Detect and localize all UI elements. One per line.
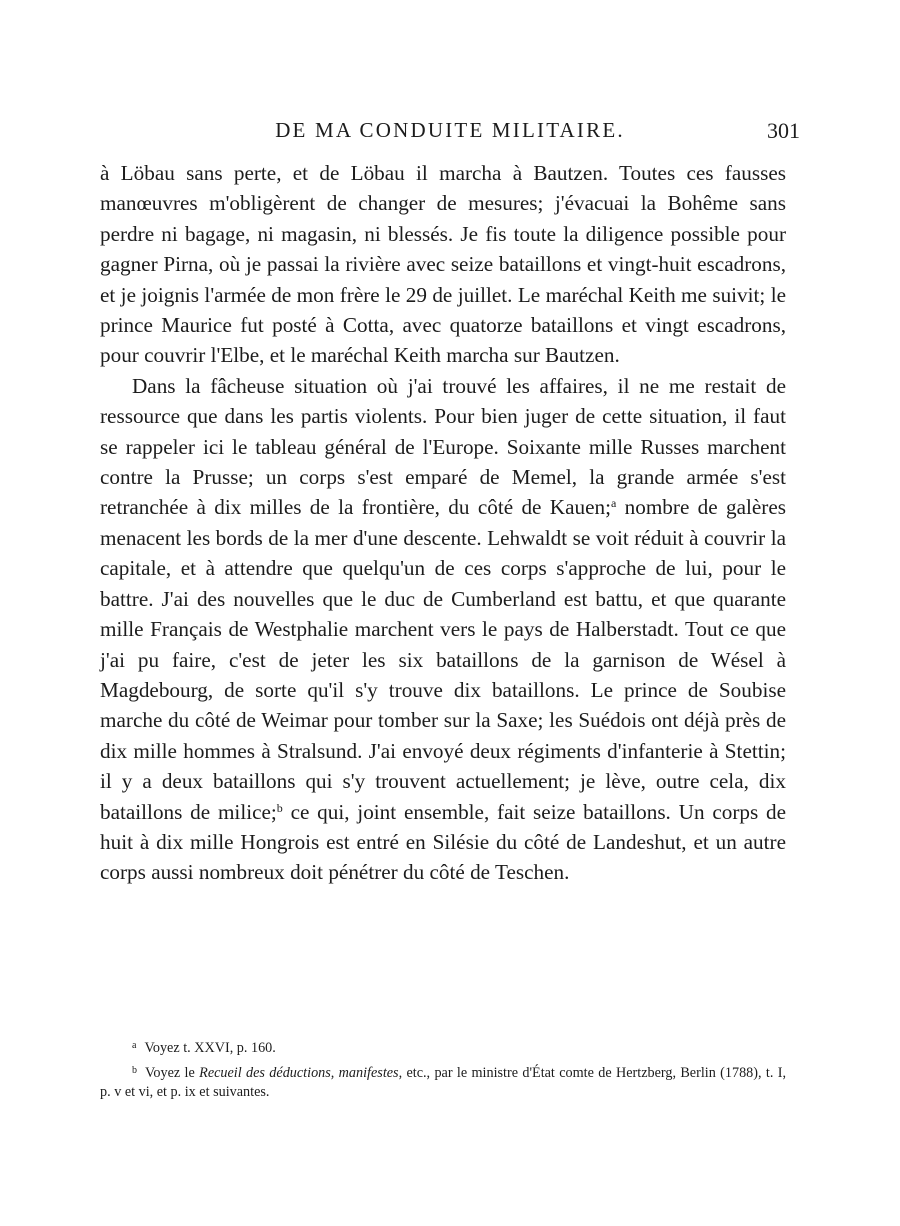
running-head — [0, 116, 900, 146]
paragraph-2-part-1: Dans la fâcheuse situation où j'ai trouvé les affaires, il ne me restait de ressource que dans les partis violents. Pour bien juger de cette situation, il faut se rappeler ici le tableau général de l'Europe. Soixante mille Russes marchent contre la Prusse; un corps s'est emparé de Memel, la grande armée s'est retranchée à dix milles de la frontière, du côté de Kauen; — [100, 373, 786, 520]
footnote-a-mark: a — [132, 1040, 137, 1051]
footnotes — [100, 1036, 786, 1105]
footnote-b-mark: b — [132, 1065, 137, 1076]
footnote-ref-b: b — [276, 800, 283, 815]
footnote-ref-a: a — [610, 496, 617, 511]
footnote-b-text-before: Voyez le — [145, 1065, 200, 1081]
footnote-a — [100, 1036, 786, 1058]
running-title: DE MA CONDUITE MILITAIRE. — [275, 118, 625, 142]
paragraph-2-part-3: ce qui, joint ensemble, fait seize bataillons. Un corps de huit à dix mille Hongrois est entré en Silésie du côté de Landeshut, et un autre corps aussi nombreux doit pénétrer du côté de Teschen. — [100, 799, 786, 885]
footnote-a-text: Voyez t. XXVI, p. 160. — [144, 1040, 276, 1056]
paragraph-2-part-2: nombre de galères menacent les bords de la mer d'une descente. Lehwaldt se voit réduit à couvrir la capitale, et à attendre que quelqu'un de ces corps s'approche de lui, pour le battre. J'ai des nouvelles que le duc de Cumberland est battu, et que quarante mille Français de Westphalie marchent vers le pays de Halberstadt. Tout ce que j'ai pu faire, c'est de jeter les six bataillons de la garnison de Wésel à Magdebourg, de sorte qu'il s'y trouve dix bataillons. Le prince de Soubise marche du côté de Weimar pour tomber sur la Saxe; les Suédois ont déjà près de dix mille hommes à Stralsund. J'ai envoyé deux régiments d'infanterie à Stettin; il y a deux bataillons qui s'y trouvent actuellement; je lève, outre cela, dix bataillons de milice; — [100, 495, 787, 824]
footnote-b-title: Recueil des déductions, manifestes — [199, 1065, 399, 1081]
footnote-b — [100, 1061, 786, 1102]
paragraph-1: à Löbau sans perte, et de Löbau il marcha à Bautzen. Toutes ces fausses manœuvres m'obligèrent de changer de mesures; j'évacuai la Bohême sans perdre ni bagage, ni magasin, ni blessés. Je fis toute la diligence possible pour gagner Pirna, où je passai la rivière avec seize bataillons et vingt-huit escadrons, et je joignis l'armée de mon frère le 29 de juillet. Le maréchal Keith me suivit; le prince Maurice fut posté à Cotta, avec quatorze bataillons et vingt escadrons, pour couvrir l'Elbe, et le maréchal Keith marcha sur Bautzen. — [100, 161, 786, 368]
page-number: 301 — [767, 118, 800, 143]
body-text — [100, 158, 786, 888]
paragraph-2 — [100, 371, 786, 888]
footnote-b-text-after: , etc., par le ministre d'État comte de Hertzberg, Berlin (1788), t. I, p. v et vi, et p. ix et suivantes. — [100, 1065, 787, 1100]
